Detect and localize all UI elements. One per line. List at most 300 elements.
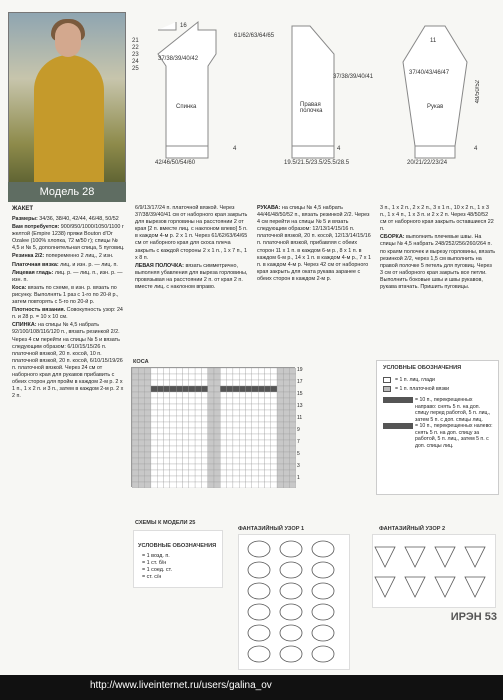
- grid-cell: [252, 368, 258, 374]
- grid-cell: [246, 446, 252, 452]
- paragraph-text: 34/36, 38/40, 42/44, 46/48, 50/52: [37, 216, 119, 222]
- grid-cell: [258, 368, 264, 374]
- grid-cell: [227, 422, 233, 428]
- sleeve-bottom-width: 20/21/22/23/24: [407, 160, 448, 166]
- grid-cell: [201, 464, 207, 470]
- pattern-1-motif: [248, 646, 270, 662]
- grid-row-label: 1: [297, 475, 300, 481]
- pattern-1-title: ФАНТАЗИЙНЫЙ УЗОР 1: [238, 526, 305, 532]
- grid-cell: [201, 416, 207, 422]
- grid-cell: [208, 368, 214, 374]
- grid-cell: [214, 380, 220, 386]
- grid-cell: [220, 386, 226, 392]
- paragraph: [135, 205, 251, 262]
- grid-cell: [138, 434, 144, 440]
- grid-cell: [264, 452, 270, 458]
- grid-cell: [264, 386, 270, 392]
- grid-cell: [246, 476, 252, 482]
- grid-cell: [271, 392, 277, 398]
- grid-cell: [157, 470, 163, 476]
- grid-cell: [132, 398, 138, 404]
- grid-cell: [239, 434, 245, 440]
- grid-cell: [157, 446, 163, 452]
- grid-cell: [227, 386, 233, 392]
- grid-cell: [290, 392, 296, 398]
- grid-cell: [258, 440, 264, 446]
- grid-cell: [164, 422, 170, 428]
- grid-cell: [227, 452, 233, 458]
- grid-cell: [283, 446, 289, 452]
- grid-cell: [195, 470, 201, 476]
- grid-cell: [189, 446, 195, 452]
- grid-cell: [271, 374, 277, 380]
- grid-cell: [258, 404, 264, 410]
- grid-cell: [271, 386, 277, 392]
- grid-cell: [239, 428, 245, 434]
- grid-cell: [227, 446, 233, 452]
- grid-cell: [170, 470, 176, 476]
- grid-cell: [170, 446, 176, 452]
- grid-cell: [227, 374, 233, 380]
- grid-cell: [151, 476, 157, 482]
- grid-cell: [145, 398, 151, 404]
- grid-cell: [283, 440, 289, 446]
- grid-cell: [246, 368, 252, 374]
- paragraph-heading: РУКАВА:: [257, 205, 281, 211]
- grid-cell: [151, 416, 157, 422]
- grid-cell: [189, 416, 195, 422]
- grid-cell: [271, 368, 277, 374]
- grid-cell: [227, 434, 233, 440]
- paragraph-text: на спицы № 4,5 набрать 44/46/48/50/52 п., вязать резинкой 2/2. Через 4 см перейти на спицы № 5 и вязать следующим образом: 12/13/14/15/16 п. платочной вязкой, 20 п. косой, 12/13/14/15/16 п. платочной вязкой, прибавляя с обеих сторон 11 х 1 п. в каждом 6-м р., 8 х 1 п. в каждом 6-м р., 14 х 1 п. в каждом 4-м р., 7 х 1 п. в каждом 4-м р. Через 42 см от наборного края закрыть для оката рукава заранее с обеих сторон в каждом 2-м р.: [257, 205, 371, 282]
- pattern-1-motif: [280, 541, 302, 557]
- grid-cell: [258, 416, 264, 422]
- grid-cell: [239, 404, 245, 410]
- grid-cell: [246, 452, 252, 458]
- grid-cell: [283, 482, 289, 488]
- grid-cell: [227, 458, 233, 464]
- grid-cell: [271, 440, 277, 446]
- grid-cell: [201, 374, 207, 380]
- grid-cell: [182, 440, 188, 446]
- grid-cell: [214, 476, 220, 482]
- grid-cell: [145, 464, 151, 470]
- legend-item-4: = 10 п., перекрещенных налево: снять 5 п. на доп. спицу за работой, 5 п. лиц., затем 5 п. с доп. спицы лиц.: [383, 423, 493, 449]
- grid-cell: [233, 458, 239, 464]
- legend-swatch-1: [383, 377, 391, 383]
- grid-cell: [252, 386, 258, 392]
- grid-cell: [214, 470, 220, 476]
- column-4: [380, 205, 496, 361]
- grid-cell: [157, 428, 163, 434]
- back-width-label: 37/38/39/40/42: [158, 56, 199, 62]
- grid-cell: [201, 404, 207, 410]
- grid-cell: [252, 392, 258, 398]
- pattern-1-motif: [248, 625, 270, 641]
- grid-cell: [264, 404, 270, 410]
- grid-cell: [170, 392, 176, 398]
- grid-cell: [214, 440, 220, 446]
- grid-cell: [290, 398, 296, 404]
- grid-cell: [195, 458, 201, 464]
- grid-cell: [164, 428, 170, 434]
- grid-cell: [132, 464, 138, 470]
- grid-cell: [170, 386, 176, 392]
- grid-cell: [283, 416, 289, 422]
- grid-cell: [195, 404, 201, 410]
- grid-cell: [151, 374, 157, 380]
- grid-cell: [157, 452, 163, 458]
- grid-cell: [246, 482, 252, 488]
- grid-cell: [138, 368, 144, 374]
- grid-cell: [227, 380, 233, 386]
- pattern-2-chart: [372, 534, 496, 608]
- column-3: [257, 205, 373, 361]
- grid-cell: [264, 392, 270, 398]
- paragraph-heading: Платочная вязка:: [12, 261, 59, 268]
- grid-row-label: 5: [297, 451, 300, 457]
- grid-cell: [132, 428, 138, 434]
- grid-cell: [233, 434, 239, 440]
- grid-cell: [214, 368, 220, 374]
- grid-cell: [170, 374, 176, 380]
- grid-cell: [264, 476, 270, 482]
- grid-row-label: 15: [297, 391, 303, 397]
- grid-cell: [132, 404, 138, 410]
- grid-cell: [151, 380, 157, 386]
- grid-cell: [246, 386, 252, 392]
- pattern-2-motif: [375, 577, 395, 597]
- grid-cell: [290, 470, 296, 476]
- grid-cell: [264, 410, 270, 416]
- grid-cell: [208, 470, 214, 476]
- grid-cell: [277, 386, 283, 392]
- grid-cell: [132, 482, 138, 488]
- grid-cell: [189, 410, 195, 416]
- grid-cell: [264, 458, 270, 464]
- back-shoulder-label: 61/62/63/64/65: [234, 33, 275, 39]
- grid-cell: [145, 452, 151, 458]
- grid-cell: [220, 464, 226, 470]
- grid-cell: [264, 398, 270, 404]
- grid-cell: [195, 422, 201, 428]
- grid-cell: [239, 380, 245, 386]
- grid-cell: [258, 482, 264, 488]
- grid-cell: [277, 434, 283, 440]
- grid-cell: [170, 422, 176, 428]
- model-label: Модель 28: [8, 182, 126, 202]
- grid-cell: [182, 428, 188, 434]
- grid-cell: [283, 434, 289, 440]
- grid-cell: [195, 446, 201, 452]
- grid-cell: [201, 470, 207, 476]
- grid-cell: [220, 422, 226, 428]
- grid-cell: [233, 386, 239, 392]
- grid-cell: [214, 446, 220, 452]
- grid-cell: [252, 374, 258, 380]
- grid-cell: [132, 434, 138, 440]
- grid-cell: [151, 464, 157, 470]
- grid-cell: [132, 368, 138, 374]
- grid-cell: [195, 398, 201, 404]
- grid-cell: [164, 446, 170, 452]
- grid-cell: [132, 440, 138, 446]
- grid-cell: [170, 368, 176, 374]
- grid-cell: [277, 470, 283, 476]
- grid-cell: [258, 386, 264, 392]
- grid-cell: [189, 476, 195, 482]
- pattern-1-motif: [280, 604, 302, 620]
- grid-cell: [246, 416, 252, 422]
- grid-cell: [138, 398, 144, 404]
- grid-cell: [208, 392, 214, 398]
- grid-cell: [164, 482, 170, 488]
- grid-cell: [214, 434, 220, 440]
- grid-cell: [258, 380, 264, 386]
- grid-cell: [220, 410, 226, 416]
- grid-cell: [132, 392, 138, 398]
- grid-cell: [264, 368, 270, 374]
- grid-cell: [208, 422, 214, 428]
- grid-cell: [246, 380, 252, 386]
- paragraph: [257, 205, 373, 283]
- grid-cell: [208, 410, 214, 416]
- grid-cell: [283, 452, 289, 458]
- grid-cell: [208, 434, 214, 440]
- grid-cell: [145, 470, 151, 476]
- grid-cell: [271, 452, 277, 458]
- grid-cell: [246, 440, 252, 446]
- sleeve-top-label: 11: [430, 38, 437, 44]
- grid-cell: [138, 392, 144, 398]
- grid-cell: [170, 476, 176, 482]
- grid-cell: [277, 476, 283, 482]
- grid-cell: [264, 440, 270, 446]
- grid-cell: [277, 392, 283, 398]
- grid-cell: [277, 380, 283, 386]
- grid-cell: [239, 398, 245, 404]
- grid-cell: [277, 410, 283, 416]
- paragraph-text: выполнить плечевые швы. На спицы № 4,5 набрать 248/252/256/260/264 п. по краям полочек и вырезу горловины, вязать резинкой 2/2, через 1,5 см выполнить на правой полочке 5 петель для пуговиц. Через 3 см от наборного края закрыть все петли. Выполнить боковые швы и швы рукавов, рукава втачать. Пришить пуговицы.: [380, 234, 496, 291]
- pattern-1-motif: [312, 562, 334, 578]
- grid-cell: [246, 410, 252, 416]
- paragraph: [12, 253, 126, 260]
- grid-cell: [220, 368, 226, 374]
- grid-cell: [182, 452, 188, 458]
- grid-cell: [258, 410, 264, 416]
- grid-cell: [264, 434, 270, 440]
- grid-cell: [214, 458, 220, 464]
- grid-cell: [239, 440, 245, 446]
- grid-cell: [233, 464, 239, 470]
- grid-cell: [189, 374, 195, 380]
- sleeve-width-label: 37/40/43/46/47: [409, 70, 450, 76]
- grid-cell: [233, 368, 239, 374]
- grid-cell: [264, 380, 270, 386]
- grid-cell: [157, 410, 163, 416]
- pattern-2-motif: [375, 547, 395, 567]
- grid-cell: [246, 422, 252, 428]
- grid-cell: [157, 380, 163, 386]
- grid-cell: [157, 374, 163, 380]
- grid-cell: [151, 422, 157, 428]
- paragraph-text: Совокупность узор: 24 п. и 28 р. = 10 х 10 см.: [12, 307, 123, 321]
- pattern-1-motif: [312, 646, 334, 662]
- grid-cell: [290, 458, 296, 464]
- grid-cell: [233, 392, 239, 398]
- footer-url[interactable]: http://www.liveinternet.ru/users/galina_ov: [90, 680, 272, 691]
- grid-cell: [176, 458, 182, 464]
- grid-cell: [233, 416, 239, 422]
- head-illustration: [55, 23, 81, 57]
- grid-cell: [170, 428, 176, 434]
- pattern-1-motif: [280, 583, 302, 599]
- grid-cell: [239, 482, 245, 488]
- paragraph: [12, 322, 126, 400]
- grid-cell: [138, 440, 144, 446]
- grid-cell: [214, 422, 220, 428]
- grid-cell: [290, 386, 296, 392]
- grid-cell: [170, 464, 176, 470]
- grid-cell: [227, 410, 233, 416]
- grid-cell: [227, 464, 233, 470]
- grid-cell: [290, 476, 296, 482]
- grid-cell: [277, 398, 283, 404]
- front-outline: [288, 18, 350, 164]
- grid-cell: [164, 392, 170, 398]
- paragraph-heading: СПИНКА:: [12, 322, 37, 329]
- grid-cell: [277, 458, 283, 464]
- column-1: [12, 216, 126, 664]
- grid-cell: [283, 368, 289, 374]
- grid-cell: [176, 428, 182, 434]
- grid-cell: [220, 446, 226, 452]
- grid-cell: [246, 470, 252, 476]
- grid-cell: [157, 482, 163, 488]
- pattern-1-motif: [312, 541, 334, 557]
- grid-cell: [182, 422, 188, 428]
- back-outline: [146, 18, 228, 164]
- grid-cell: [220, 374, 226, 380]
- pattern-2-svg: [373, 535, 497, 609]
- grid-cell: [195, 464, 201, 470]
- grid-cell: [208, 440, 214, 446]
- pattern-1-motif: [248, 541, 270, 557]
- grid-cell: [290, 446, 296, 452]
- grid-cell: [151, 386, 157, 392]
- back-label: Спинка: [176, 104, 197, 110]
- grid-cell: [138, 452, 144, 458]
- grid-cell: [170, 434, 176, 440]
- grid-cell: [277, 416, 283, 422]
- grid-cell: [145, 440, 151, 446]
- grid-cell: [201, 380, 207, 386]
- schemes-legend-title: УСЛОВНЫЕ ОБОЗНАЧЕНИЯ: [138, 543, 217, 549]
- grid-cell: [283, 470, 289, 476]
- grid-cell: [164, 440, 170, 446]
- grid-cell: [239, 392, 245, 398]
- paragraph: [135, 263, 251, 291]
- grid-cell: [201, 392, 207, 398]
- grid-cell: [277, 464, 283, 470]
- grid-cell: [252, 422, 258, 428]
- footer-bar: [0, 675, 503, 700]
- grid-cell: [258, 434, 264, 440]
- grid-cell: [271, 416, 277, 422]
- grid-cell: [189, 422, 195, 428]
- grid-cell: [252, 440, 258, 446]
- grid-cell: [220, 380, 226, 386]
- grid-cell: [138, 374, 144, 380]
- grid-cell: [271, 410, 277, 416]
- grid-cell: [283, 410, 289, 416]
- grid-cell: [132, 374, 138, 380]
- paragraph: [12, 270, 126, 284]
- grid-cell: [138, 476, 144, 482]
- grid-cell: [290, 452, 296, 458]
- grid-cell: [201, 368, 207, 374]
- grid-cell: [145, 446, 151, 452]
- grid-cell: [208, 416, 214, 422]
- grid-cell: [214, 428, 220, 434]
- grid-cell: [227, 482, 233, 488]
- grid-cell: [189, 428, 195, 434]
- grid-cell: [176, 380, 182, 386]
- grid-cell: [151, 434, 157, 440]
- grid-cell: [157, 422, 163, 428]
- grid-cell: [176, 422, 182, 428]
- grid-cell: [145, 476, 151, 482]
- grid-cell: [277, 482, 283, 488]
- grid-cell: [214, 392, 220, 398]
- grid-cell: [145, 410, 151, 416]
- grid-cell: [283, 380, 289, 386]
- grid-cell: [283, 476, 289, 482]
- grid-cell: [176, 374, 182, 380]
- grid-cell: [176, 416, 182, 422]
- grid-cell: [164, 434, 170, 440]
- grid-cell: [208, 476, 214, 482]
- grid-cell: [182, 446, 188, 452]
- grid-cell: [290, 422, 296, 428]
- paragraph: [12, 262, 126, 269]
- grid-cell: [195, 416, 201, 422]
- grid-cell: [258, 428, 264, 434]
- schemes-legend-items: = 1 возд. п. = 1 ст. б/н = 1 соед. ст. = ст. с/н: [142, 553, 172, 581]
- grid-cell: [182, 374, 188, 380]
- grid-cell: [157, 368, 163, 374]
- grid-cell: [271, 380, 277, 386]
- grid-cell: [246, 428, 252, 434]
- pattern-1-motif: [248, 583, 270, 599]
- grid-cell: [271, 404, 277, 410]
- grid-cell: [252, 452, 258, 458]
- grid-cell: [201, 434, 207, 440]
- grid-cell: [233, 452, 239, 458]
- front-width-label: 19.5/21.5/23.5/25.5/28.5: [284, 160, 350, 166]
- grid-cell: [151, 398, 157, 404]
- grid-cell: [182, 458, 188, 464]
- grid-cell: [182, 416, 188, 422]
- front-bottom-height: 4: [337, 146, 341, 152]
- grid-cell: [246, 374, 252, 380]
- schemes-legend: [133, 530, 223, 588]
- legend-item-3: = 10 п., перекрещенных направо: снять 5 п. на доп. спицу перед работой, 5 п. лиц., затем 5 п. с доп. спицы лиц.: [383, 397, 493, 423]
- legend-title: УСЛОВНЫЕ ОБОЗНАЧЕНИЯ: [383, 365, 462, 371]
- grid-cell: [239, 446, 245, 452]
- grid-cell: [258, 398, 264, 404]
- grid-cell: [157, 404, 163, 410]
